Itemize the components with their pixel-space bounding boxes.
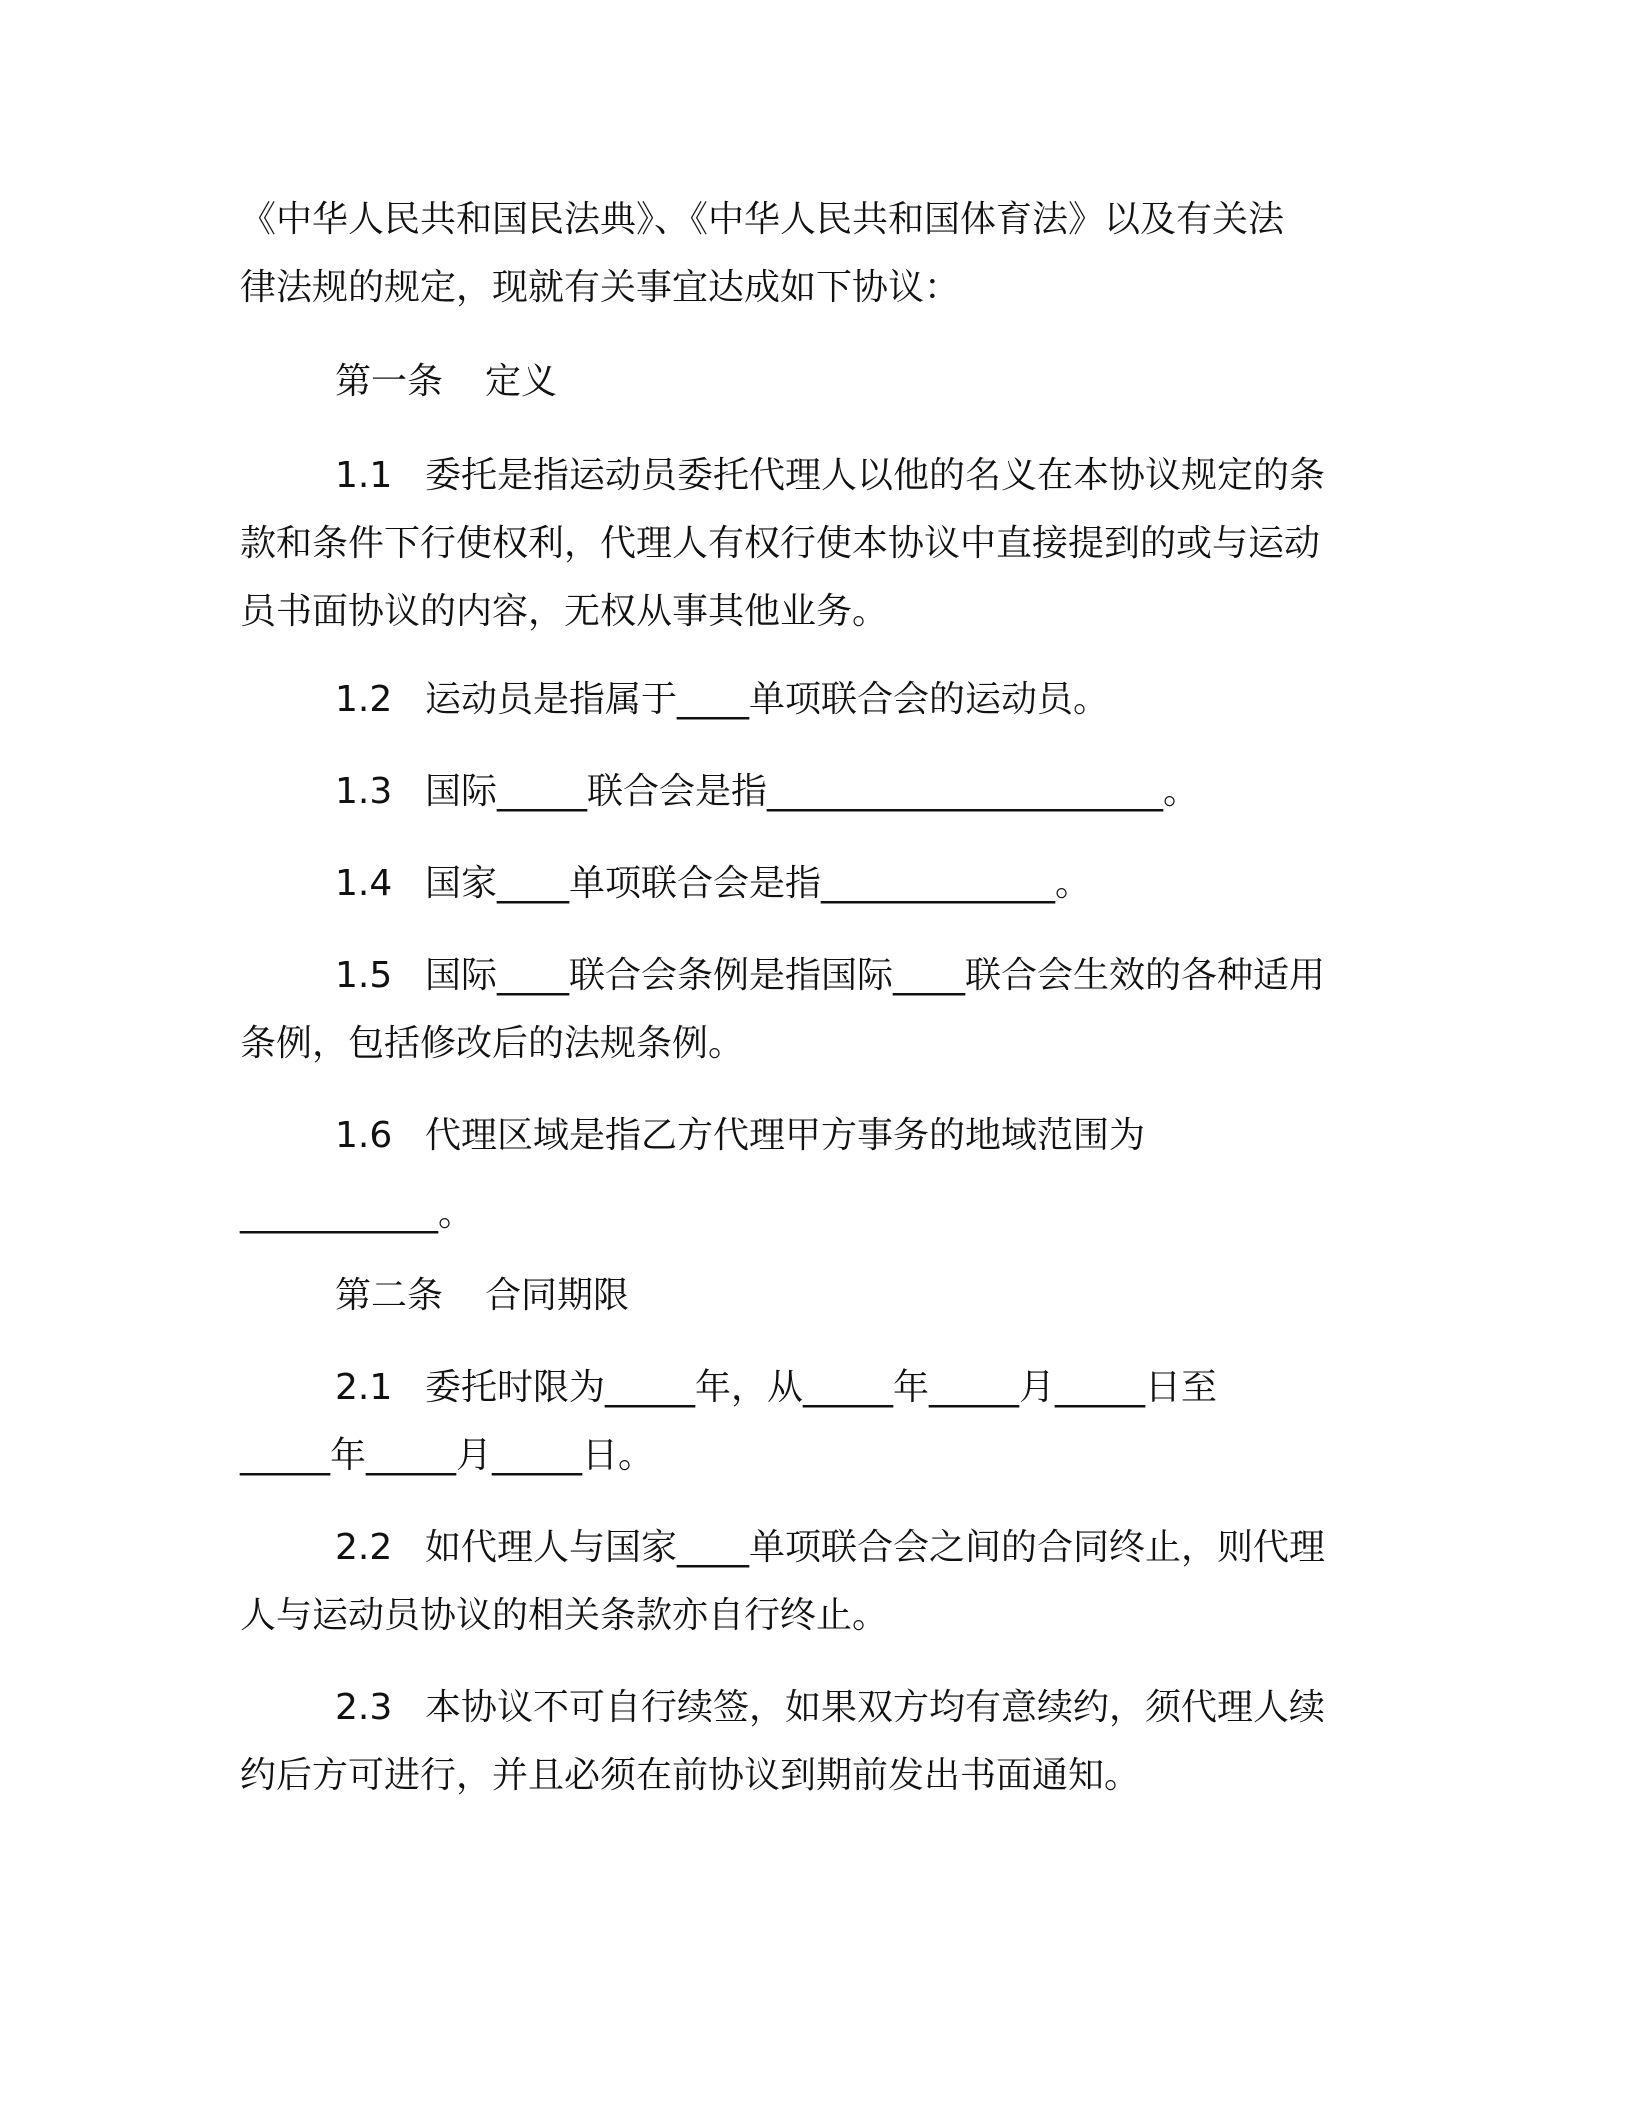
- clause-text: 约后方可进行，并且必须在前协议到期前发出书面通知。: [240, 1755, 1141, 1796]
- article-label: 第二条: [335, 1275, 444, 1316]
- article-title: 定义: [485, 361, 558, 402]
- clause-number: 2.2: [335, 1527, 393, 1568]
- article-1-heading: [240, 348, 1380, 416]
- clause-2-1: [240, 1354, 1380, 1490]
- clause-text: 代理区域是指乙方代理甲方事务的地域范围为: [425, 1115, 1146, 1156]
- clause-text: 本协议不可自行续签，如果双方均有意续约，须代理人续: [425, 1687, 1326, 1728]
- clause-1-6: [240, 1102, 1380, 1248]
- preamble-line: 律法规的规定，现就有关事宜达成如下协议：: [240, 267, 961, 308]
- clause-2-2: [240, 1514, 1380, 1650]
- clause-1-5: [240, 942, 1380, 1078]
- clause-1-3: [240, 758, 1380, 826]
- clause-text: 运动员是指属于____单项联合会的运动员。: [425, 679, 1110, 720]
- clause-number: 1.2: [335, 679, 393, 720]
- preamble-line: 《中华人民共和国民法典》、《中华人民共和国体育法》以及有关法: [240, 199, 1285, 240]
- clause-text: 委托时限为_____年，从_____年_____月_____日至: [425, 1367, 1218, 1408]
- clause-text: 国家____单项联合会是指_____________。: [425, 863, 1092, 904]
- clause-text: 委托是指运动员委托代理人以他的名义在本协议规定的条: [425, 455, 1326, 496]
- clause-text: 条例，包括修改后的法规条例。: [240, 1023, 745, 1064]
- clause-number: 1.4: [335, 863, 393, 904]
- clause-1-4: [240, 850, 1380, 918]
- clause-text: 员书面协议的内容，无权从事其他业务。: [240, 591, 889, 632]
- clause-number: 1.3: [335, 771, 393, 812]
- clause-number: 1.5: [335, 955, 393, 996]
- article-2-heading: [240, 1262, 1380, 1330]
- preamble: [240, 186, 1380, 322]
- clause-text: ___________。: [240, 1193, 475, 1234]
- clause-text: 款和条件下行使权利，代理人有权行使本协议中直接提到的或与运动: [240, 523, 1321, 564]
- clause-text: _____年_____月_____日。: [240, 1435, 655, 1476]
- clause-text: 如代理人与国家____单项联合会之间的合同终止，则代理: [425, 1527, 1326, 1568]
- clause-1-1: [240, 442, 1380, 646]
- clause-text: 国际_____联合会是指______________________。: [425, 771, 1200, 812]
- clause-1-2: [240, 666, 1380, 734]
- article-label: 第一条: [335, 361, 444, 402]
- clause-number: 1.1: [335, 455, 393, 496]
- clause-text: 国际____联合会条例是指国际____联合会生效的各种适用: [425, 955, 1326, 996]
- clause-2-3: [240, 1674, 1380, 1810]
- clause-number: 2.1: [335, 1367, 393, 1408]
- article-title: 合同期限: [485, 1275, 630, 1316]
- clause-number: 1.6: [335, 1115, 393, 1156]
- clause-text: 人与运动员协议的相关条款亦自行终止。: [240, 1595, 889, 1636]
- clause-number: 2.3: [335, 1687, 393, 1728]
